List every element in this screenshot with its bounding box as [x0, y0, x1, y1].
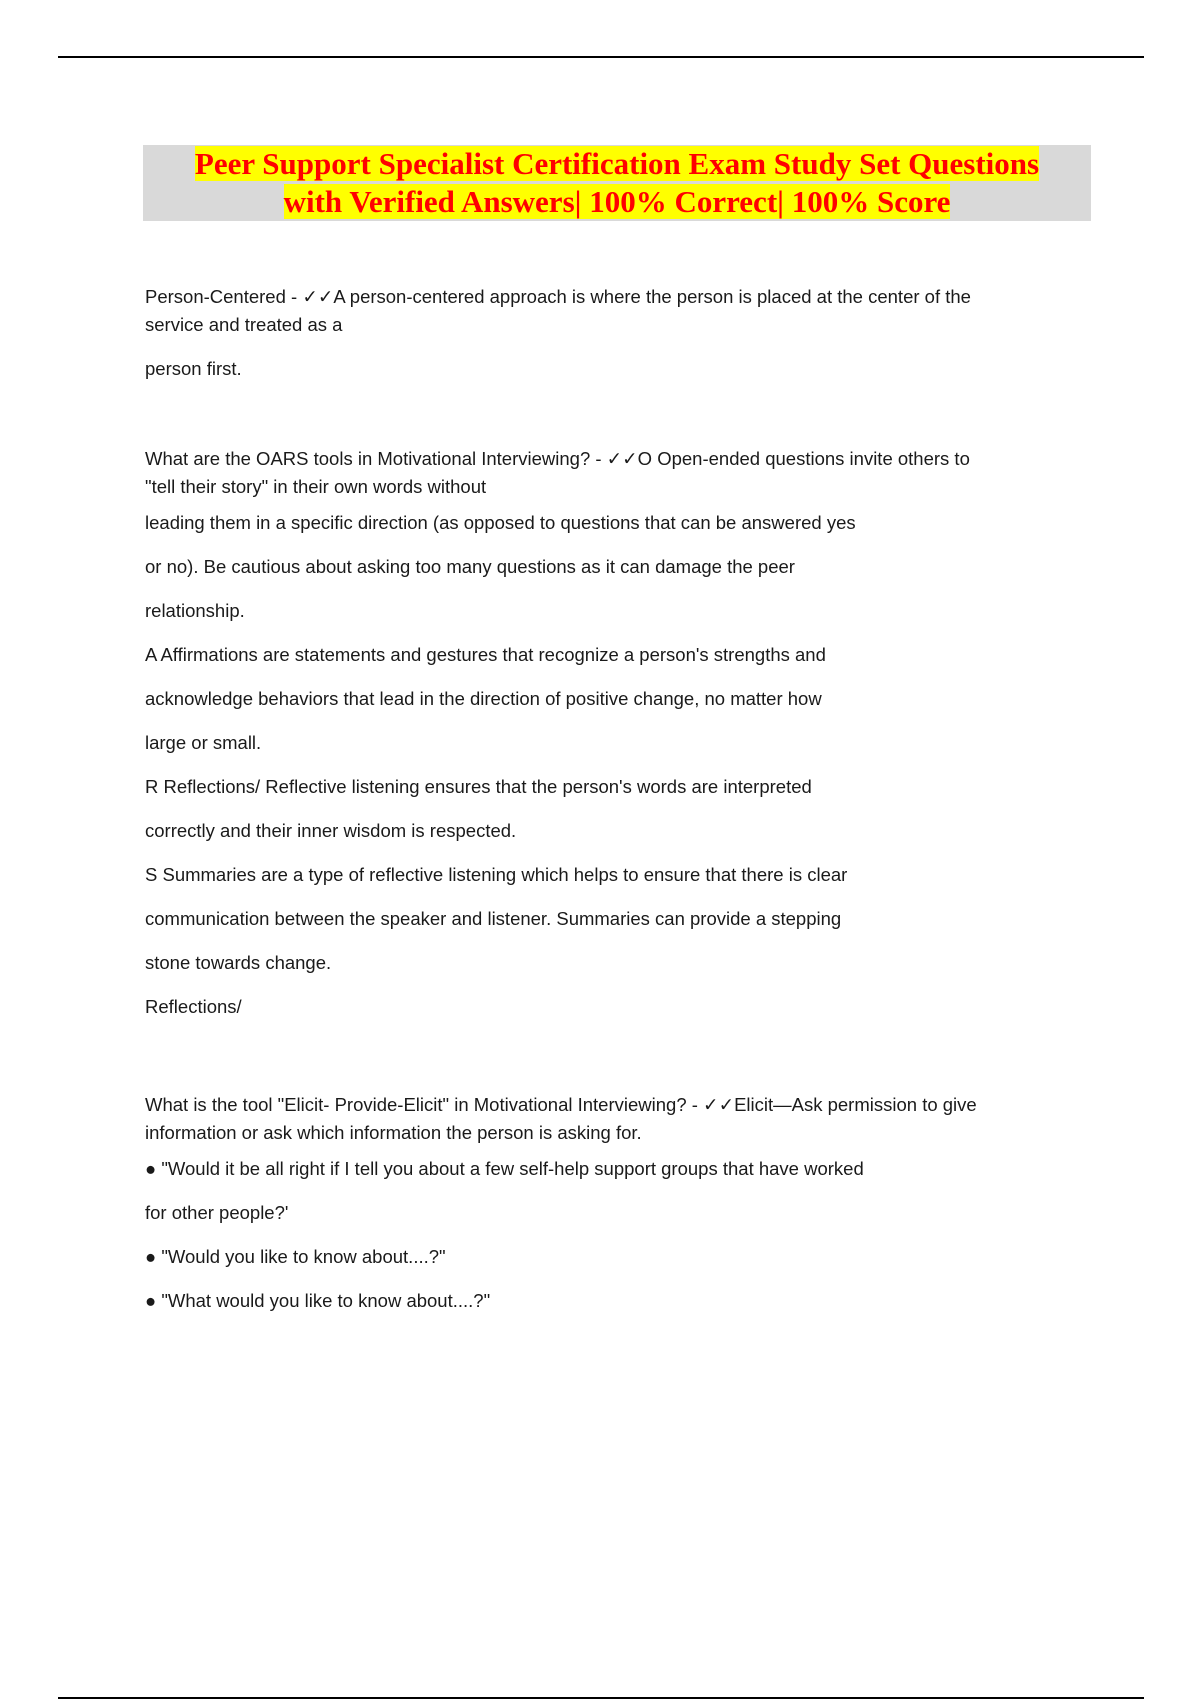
title-line-2: with Verified Answers| 100% Correct| 100% Score	[283, 184, 951, 219]
answer-text: information or ask which information the person is asking for.	[145, 1122, 642, 1143]
qa-elicit-provide-elicit	[145, 1091, 1080, 1323]
answer-lines	[145, 1147, 1080, 1323]
answer-text: "tell their story" in their own words without	[145, 476, 487, 497]
qa-oars	[145, 445, 1080, 1029]
bullet-line: ● "Would you like to know about....?"	[145, 1246, 446, 1267]
question-text: Person-Centered - ✓✓A person-centered approach is where the person is placed at the center of the	[145, 286, 971, 307]
title-line-1: Peer Support Specialist Certification Exam Study Set Questions	[194, 146, 1040, 181]
title-banner	[143, 145, 1091, 221]
answer-text: service and treated as a	[145, 314, 343, 335]
answer-line: correctly and their inner wisdom is respected.	[145, 820, 517, 841]
answer-line: S Summaries are a type of reflective listening which helps to ensure that there is clear	[145, 864, 848, 885]
question-text: What are the OARS tools in Motivational Interviewing? - ✓✓O Open-ended questions invite others to	[145, 448, 970, 469]
document-title	[195, 145, 1039, 221]
answer-line: or no). Be cautious about asking too many questions as it can damage the peer	[145, 556, 795, 577]
qa-person-centered	[145, 283, 1080, 383]
answer-line: acknowledge behaviors that lead in the direction of positive change, no matter how	[145, 688, 822, 709]
answer-line: stone towards change.	[145, 952, 332, 973]
bottom-rule	[58, 1697, 1144, 1699]
answer-line: large or small.	[145, 732, 262, 753]
answer-line: leading them in a specific direction (as opposed to questions that can be answered yes	[145, 512, 856, 533]
answer-line: A Affirmations are statements and gestures that recognize a person's strengths and	[145, 644, 826, 665]
answer-line: Reflections/	[145, 996, 242, 1017]
answer-text: person first.	[145, 358, 242, 379]
answer-line: relationship.	[145, 600, 245, 621]
document-body	[145, 283, 1080, 1323]
top-rule	[58, 56, 1144, 58]
answer-line: for other people?'	[145, 1202, 289, 1223]
answer-line: R Reflections/ Reflective listening ensures that the person's words are interpreted	[145, 776, 812, 797]
question-text: What is the tool "Elicit- Provide-Elicit" in Motivational Interviewing? - ✓✓Elicit—Ask permission to give	[145, 1094, 977, 1115]
bullet-line: ● "What would you like to know about....?"	[145, 1290, 491, 1311]
answer-lines	[145, 501, 1080, 1029]
bullet-line: ● "Would it be all right if I tell you about a few self-help support groups that have worked	[145, 1158, 864, 1179]
answer-line: communication between the speaker and listener. Summaries can provide a stepping	[145, 908, 842, 929]
